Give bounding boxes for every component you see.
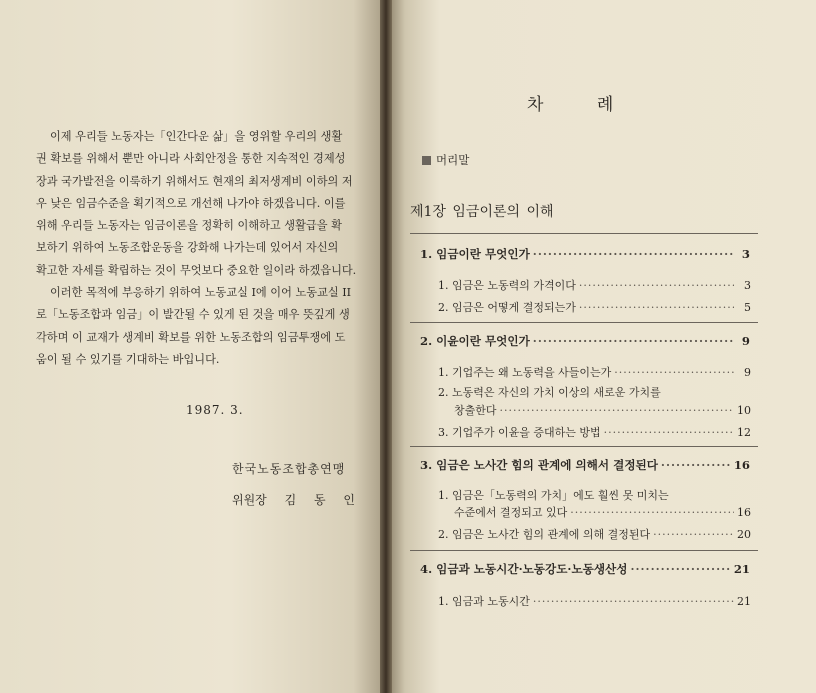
toc-page-number: 5 — [744, 301, 751, 314]
toc-item-continuation — [454, 504, 751, 520]
preface-line: 보하기 위하여 노동조합운동을 강화해 나가는데 있어서 자신의 — [36, 241, 339, 255]
leader-dots — [533, 334, 733, 348]
preface-line: 각하며 이 교재가 생계비 확보를 위한 노동조합의 임금투쟁에 도 — [36, 330, 346, 344]
toc-item — [438, 487, 718, 503]
toc-item-label: 창출한다 — [454, 404, 497, 417]
preface-line: 위해 우리들 노동자는 임금이론을 정확히 이해하고 생활급을 확 — [36, 219, 342, 233]
toc-foreword — [422, 152, 469, 168]
toc-item-label: 1. 임금과 노동시간 — [438, 595, 530, 608]
toc-item-label: 1. 임금은 노동력의 가격이다 — [438, 279, 576, 292]
chapter-rule — [410, 233, 758, 234]
preface-text — [36, 126, 376, 371]
foreword-label: 머리말 — [436, 153, 470, 167]
leader-dots — [533, 247, 733, 261]
toc-section — [420, 561, 750, 577]
preface-line: 이러한 목적에 부응하기 위하여 노동교실 I에 이어 노동교실 II — [50, 286, 352, 300]
toc-page-number: 20 — [737, 528, 751, 541]
preface-line: 로「노동조합과 임금」이 발간될 수 있게 된 것을 매우 뜻깊게 생 — [36, 308, 350, 322]
toc-section-label: 4. 임금과 노동시간·노동강도·노동생산성 — [420, 562, 628, 576]
toc-item-label: 1. 임금은「노동력의 가치」에도 훨씬 못 미치는 — [438, 489, 669, 502]
leader-dots — [579, 279, 734, 292]
leader-dots — [614, 366, 734, 379]
toc-page-number: 3 — [741, 247, 750, 261]
toc-item-label: 수준에서 결정되고 있다 — [454, 506, 568, 519]
preface-line: 움이 될 수 있기를 기대하는 바입니다. — [36, 352, 220, 366]
toc-title: 차 례 — [527, 95, 614, 115]
toc-page-number: 21 — [733, 562, 750, 576]
preface-line: 확고한 자세를 확립하는 것이 무엇보다 중요한 일이라 하겠읍니다. — [36, 263, 357, 277]
toc-item — [438, 593, 751, 609]
toc-item-label: 1. 기업주는 왜 노동력을 사들이는가 — [438, 366, 612, 379]
toc-section-label: 3. 임금은 노사간 힘의 관계에 의해서 결정된다 — [420, 458, 658, 472]
toc-page-number: 3 — [744, 279, 751, 292]
preface-line: 이제 우리들 노동자는「인간다운 삶」을 영위할 우리의 생활 — [50, 130, 343, 143]
book-gutter — [380, 0, 392, 693]
toc-page-number: 9 — [741, 334, 750, 348]
toc-item-continuation — [454, 402, 751, 418]
leader-dots — [630, 562, 730, 576]
toc-page-number: 16 — [733, 458, 750, 472]
toc-item — [438, 277, 751, 293]
toc-section — [420, 457, 750, 473]
toc-page-number: 16 — [737, 506, 751, 519]
leader-dots — [533, 595, 734, 608]
toc-section — [420, 333, 750, 349]
toc-item — [438, 526, 751, 542]
toc-page-number: 21 — [737, 595, 751, 608]
leader-dots — [653, 528, 734, 541]
toc-item — [438, 364, 751, 380]
preface-date: 1987. 3. — [186, 403, 244, 417]
leader-dots — [500, 404, 734, 417]
toc-page-number: 9 — [744, 366, 751, 379]
leader-dots — [604, 426, 734, 439]
toc-item — [438, 424, 751, 440]
toc-item-label: 2. 임금은 어떻게 결정되는가 — [438, 301, 576, 314]
section-rule — [410, 550, 758, 551]
toc-page-number: 12 — [737, 426, 751, 439]
toc-item-label: 2. 노동력은 자신의 가치 이상의 새로운 가치를 — [438, 386, 661, 399]
section-rule — [410, 446, 758, 447]
preface-line: 우 낮은 임금수준을 획기적으로 개선해 나가야 하겠읍니다. 이를 — [36, 196, 346, 210]
toc-section — [420, 246, 750, 262]
toc-section-label: 2. 이윤이란 무엇인가 — [420, 334, 530, 348]
toc-item-label: 3. 기업주가 이윤을 증대하는 방법 — [438, 426, 601, 439]
square-bullet-icon — [422, 156, 431, 165]
organization-name: 한국노동조합총연맹 — [232, 462, 346, 476]
section-rule — [410, 322, 758, 323]
chapter-heading: 제1장 임금이론의 이해 — [410, 204, 554, 220]
preface-line: 권 확보를 위해서 뿐만 아니라 사회안정을 통한 지속적인 경제성 — [36, 152, 346, 166]
signature-line: 위원장 김 동 인 — [232, 493, 355, 507]
toc-item — [438, 384, 708, 400]
toc-item — [438, 299, 751, 315]
leader-dots — [661, 458, 731, 472]
toc-page-number: 10 — [737, 404, 751, 417]
leader-dots — [570, 506, 734, 519]
preface-line: 장과 국가발전을 이룩하기 위해서도 현재의 최저생계비 이하의 저 — [36, 174, 353, 188]
toc-item-label: 2. 임금은 노사간 힘의 관계에 의해 결정된다 — [438, 528, 651, 541]
toc-section-label: 1. 임금이란 무엇인가 — [420, 247, 530, 261]
leader-dots — [579, 301, 734, 314]
